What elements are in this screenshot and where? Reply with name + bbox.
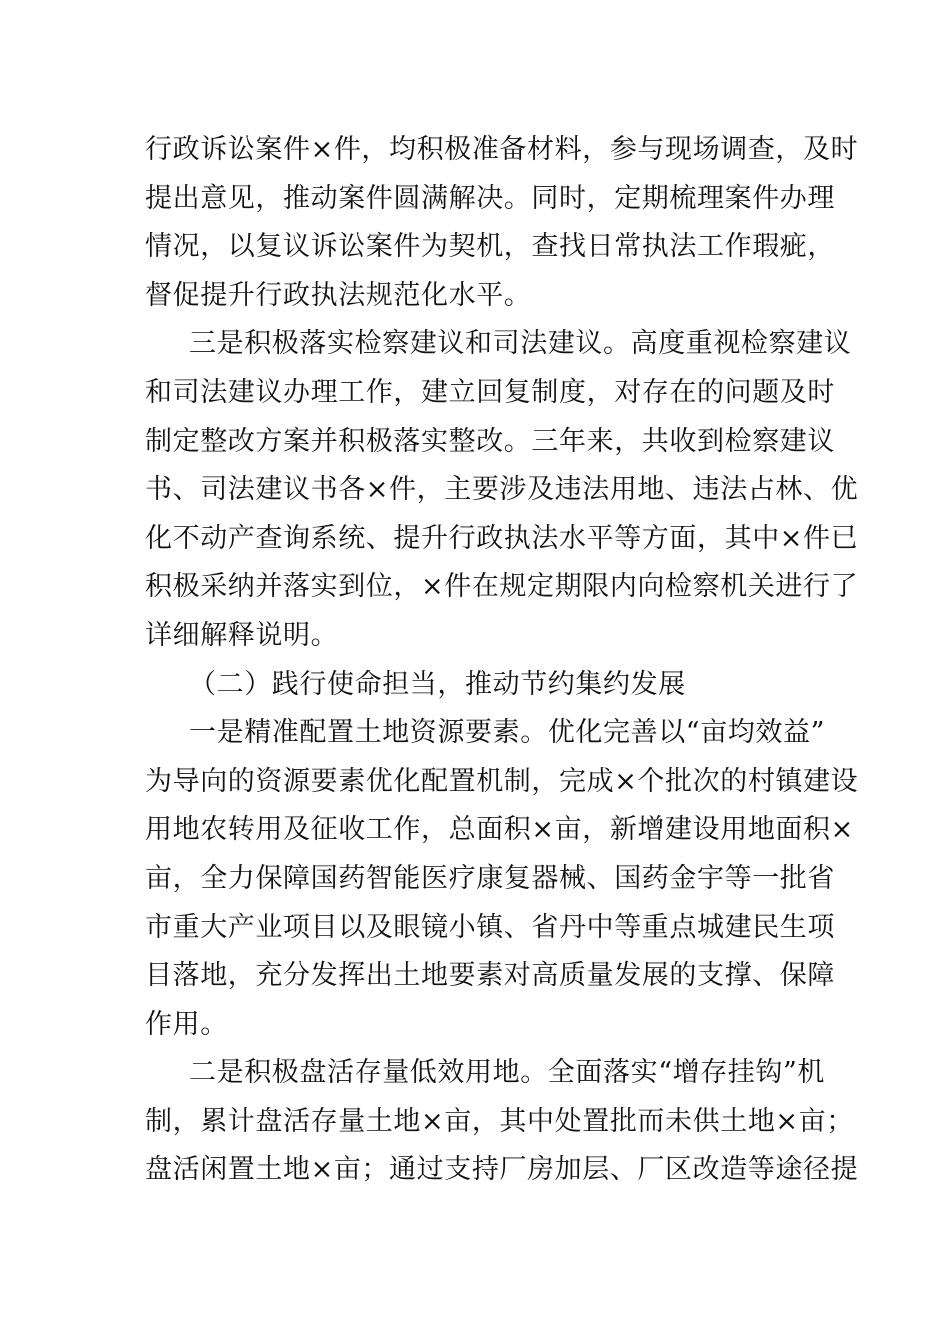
text-line: 用地农转用及征收工作，总面积×亩，新增建设用地面积× <box>145 814 854 846</box>
text-line: 市重大产业项目以及眼镜小镇、省丹中等重点城建民生项 <box>145 911 835 943</box>
paragraph-continuation <box>145 126 859 320</box>
paragraph-procuratorial-suggestions <box>145 320 859 660</box>
text-line: 积极采纳并落实到位，×件在规定期限内向检察机关进行了 <box>145 571 859 603</box>
text-line: 书、司法建议书各×件，主要涉及违法用地、违法占林、优 <box>145 474 859 506</box>
text-line: 三是积极落实检察建议和司法建议。高度重视检察建议 <box>189 328 852 360</box>
text-line: 情况，以复议诉讼案件为契机，查找日常执法工作瑕疵， <box>145 231 835 263</box>
section-heading <box>145 661 810 710</box>
text-line: 督促提升行政执法规范化水平。 <box>145 279 532 311</box>
text-line: 制定整改方案并积极落实整改。三年来，共收到检察建议 <box>145 425 835 457</box>
paragraph-land-allocation <box>145 709 859 1049</box>
text-line: 行政诉讼案件×件，均积极准备材料，参与现场调查，及时 <box>145 134 859 165</box>
text-line: 化不动产查询系统、提升行政执法水平等方面，其中×件已 <box>145 522 859 554</box>
document-body <box>145 126 859 1195</box>
text-line: 目落地，充分发挥出土地要素对高质量发展的支撑、保障 <box>145 960 835 992</box>
text-line: 盘活闲置土地×亩；通过支持厂房加层、厂区改造等途径提 <box>145 1154 859 1186</box>
text-line: 提出意见，推动案件圆满解决。同时，定期梳理案件办理 <box>145 182 835 214</box>
paragraph-stock-land <box>145 1049 859 1195</box>
text-line: 和司法建议办理工作，建立回复制度，对存在的问题及时 <box>145 376 835 408</box>
text-line: 作用。 <box>145 1008 228 1040</box>
text-line: 一是精准配置土地资源要素。优化完善以“亩均效益” <box>189 717 826 749</box>
text-line: 亩，全力保障国药智能医疗康复器械、国药金宇等一批省 <box>145 862 835 894</box>
text-line: 制，累计盘活存量土地×亩，其中处置批而未供土地×亩； <box>145 1105 854 1137</box>
heading-line: （二）践行使命担当，推动节约集约发展 <box>189 668 686 700</box>
text-line: 详细解释说明。 <box>145 619 339 651</box>
text-line: 为导向的资源要素优化配置机制，完成×个批次的村镇建设 <box>145 765 859 797</box>
text-line: 二是积极盘活存量低效用地。全面落实“增存挂钩”机 <box>189 1057 826 1089</box>
